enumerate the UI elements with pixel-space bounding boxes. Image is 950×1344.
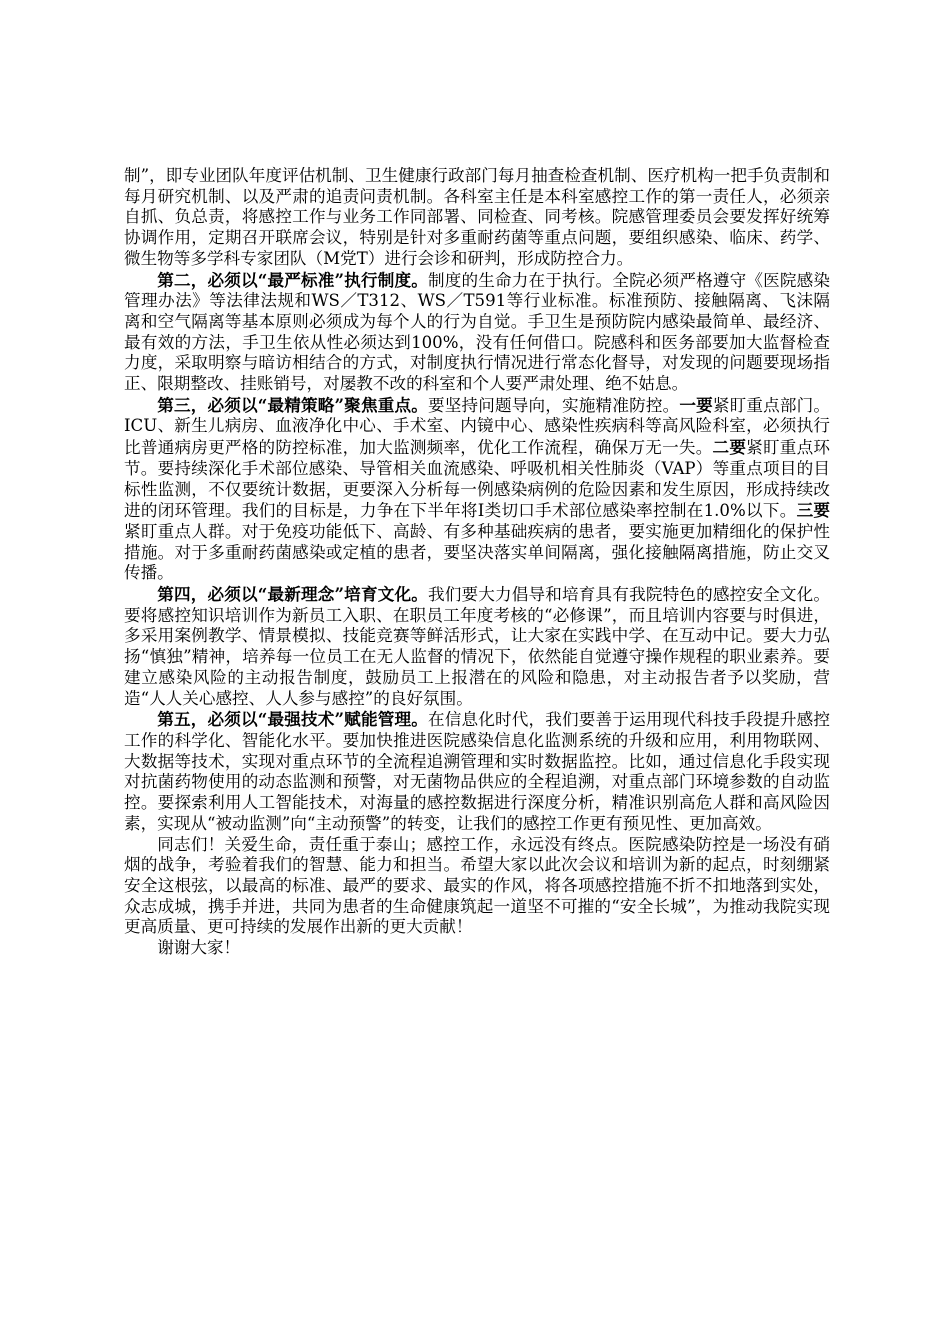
paragraph-text: 同志们！关爱生命，责任重于泰山；感控工作，永远没有终点。医院感染防控是一场没有硝烟的战争，考验着我们的智慧、能力和担当。希望大家以此次会议和培训为新的起点，时刻绷紧安全这根弦，以最高的标准、最严的要求、最实的作风，将各项感控措施不折不扣地落到实处，众志成城，携手并进，共同为患者的生命健康筑起一道坚不可摧的“安全长城”，为推动我院实现更高质量、更可持续的发展作出新的更大贡献！ (124, 834, 830, 937)
paragraph-closing (124, 835, 830, 939)
paragraph-fifth-point (124, 709, 830, 834)
paragraph-text: 制”，即专业团队年度评估机制、卫生健康行政部门每月抽查检查机制、医疗机构一把手负责制和每月研究机制、以及严肃的追责问责机制。各科室主任是本科室感控工作的第一责任人，必须亲自抓、负总责，将感控工作与业务工作同部署、同检查、同考核。院感管理委员会要发挥好统筹协调作用，定期召开联席会议，特别是针对多重耐药菌等重点问题，要组织感染、临床、药学、微生物等多学科专家团队（M党T）进行会诊和研判，形成防控合力。 (124, 166, 830, 268)
paragraph-text: 紧盯重点环节。要持续深化手术部位感染、导管相关血流感染、呼吸机相关性肺炎（VAP）等重点项目的目标性监测，不仅要统计数据，更要深入分析每一例感染病例的危险因素和发生原因，形成持续改进的闭环管理。我们的目标是，力争在下半年将Ⅰ类切口手术部位感染率控制在1.0%以下。 (124, 438, 831, 521)
sub-point-label: 一要 (679, 394, 713, 415)
paragraph-heading: 第四，必须以“最新理念”培育文化。 (157, 584, 428, 605)
paragraph-text: 我们要大力倡导和培育具有我院特色的感控安全文化。要将感控知识培训作为新员工入职、在职员工年度考核的“必修课”，而且培训内容要与时俱进，多采用案例教学、情景模拟、技能竞赛等鲜活形式，让大家在实践中学、在互动中记。要大力弘扬“慎独”精神，培养每一位员工在无人监督的情况下，依然能自觉遵守操作规程的职业素养。要建立感染风险的主动报告制度，鼓励员工上报潜在的风险和隐患，对主动报告者予以奖励，营造“人人关心感控、人人参与感控”的良好氛围。 (124, 585, 831, 708)
paragraph-heading: 第二，必须以“最严标准”执行制度。 (157, 269, 428, 290)
paragraph-text: 制度的生命力在于执行。全院必须严格遵守《医院感染管理办法》等法律法规和WS／T312、WS／T591等行业标准。标准预防、接触隔离、飞沫隔离和空气隔离等基本原则必须成为每个人的行为自觉。手卫生是预防院内感染最简单、最经济、最有效的方法，手卫生依从性必须达到100%，没有任何借口。院感科和医务部要加大监督检查力度，采取明察与暗访相结合的方式，对制度执行情况进行常态化督导，对发现的问题要现场指正、限期整改、挂账销号，对屡教不改的科室和个人要严肃处理、绝不姑息。 (124, 270, 831, 394)
paragraph-heading: 第三，必须以“最精策略”聚焦重点。 (157, 394, 428, 415)
paragraph-second-point (124, 270, 830, 395)
paragraph-fourth-point (124, 584, 830, 709)
paragraph-thanks (124, 938, 830, 959)
paragraph-text: 在信息化时代，我们要善于运用现代科技手段提升感控工作的科学化、智能化水平。要加快推进医院感染信息化监测系统的升级和应用，利用物联网、大数据等技术，实现对重点环节的全流程追溯管理和实时数据监控。比如，通过信息化手段实现对抗菌药物使用的动态监测和预警，对无菌物品供应的全程追溯，对重点部门环境参数的自动监控。要探索利用人工智能技术，对海量的感控数据进行深度分析，精准识别高危人群和高风险因素，实现从“被动监测”向“主动预警”的转变，让我们的感控工作更有预见性、更加高效。 (124, 710, 831, 833)
paragraph-text: 紧盯重点人群。对于免疫功能低下、高龄、有多种基础疾病的患者，要实施更加精细化的保护性措施。对于多重耐药菌感染或定植的患者，要坚决落实单间隔离，强化接触隔离措施，防止交叉传播。 (124, 521, 830, 583)
paragraph-text: 要坚持问题导向，实施精准防控。 (427, 395, 680, 415)
sub-point-label: 三要 (796, 500, 831, 521)
paragraph-third-point (124, 395, 830, 584)
paragraph-heading: 第五，必须以“最强技术”赋能管理。 (157, 709, 428, 730)
paragraph-text: 谢谢大家！ (157, 938, 241, 958)
document-body (124, 166, 830, 959)
paragraph-text: 紧盯重点部门。ICU、新生儿病房、血液净化中心、手术室、内镜中心、感染性疾病科等高风险科室，必须执行比普通病房更严格的防控标准，加大监测频率，优化工作流程，确保万无一失。 (124, 395, 831, 458)
paragraph-intro-continuation (124, 166, 830, 270)
sub-point-label: 二要 (712, 437, 747, 458)
